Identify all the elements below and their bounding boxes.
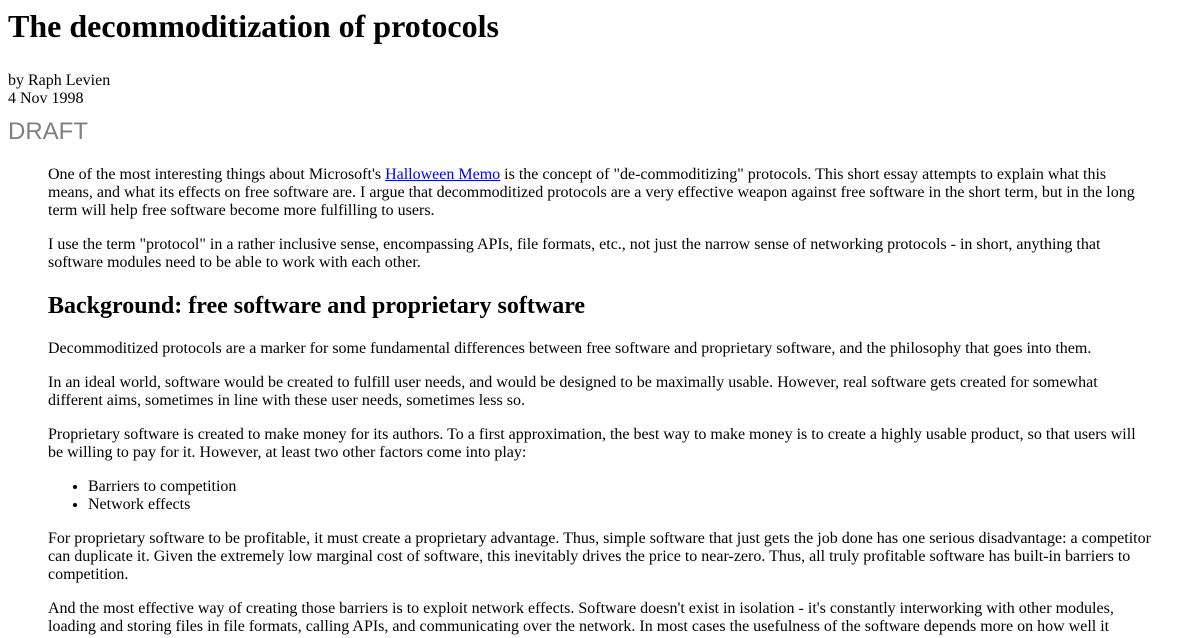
intro-paragraph-2: I use the term "protocol" in a rather inclusive sense, encompassing APIs, file formats, etc., not just the narrow sense of networking protocols - in short, anything that software modules need to be able to work with each other. — [48, 236, 1101, 271]
essay-body — [48, 166, 1152, 636]
byline — [8, 72, 1192, 108]
section-paragraph-1: Decommoditized protocols are a marker for some fundamental differences between free software and proprietary software, and the philosophy that goes into them. — [48, 340, 1092, 357]
intro-text-after-link: is the concept of "de-commoditizing" protocols. This short essay attempts to explain what this means, and what its effects on free software are. I argue that decommoditized protocols are a very effective weapon against free software in the short term, but in the long term will help free software become more fulfilling to users. — [48, 166, 1135, 219]
draft-label: DRAFT — [8, 118, 88, 145]
factors-list — [48, 478, 1152, 514]
intro-text-before-link: One of the most interesting things about Microsoft's — [48, 166, 386, 183]
section-heading: Background: free software and proprietary software — [48, 293, 586, 319]
list-item: • Barriers to competition — [88, 478, 1152, 496]
section-paragraph-3: Proprietary software is created to make money for its authors. To a first approximation, the best way to make money is to create a highly usable product, so that users will be willing to pay for it. However, at least two other factors come into play: — [48, 426, 1136, 461]
date-line: 4 Nov 1998 — [8, 90, 84, 107]
section-paragraph-5: And the most effective way of creating those barriers is to exploit network effects. Software doesn't exist in isolation - it's constantly interworking with other modules, loading and storing files in file formats, calling APIs, and communicating over the network. In most cases the usefulness of the software depends more on how well it — [48, 600, 1114, 635]
list-item: • Network effects — [88, 496, 1152, 514]
halloween-memo-link[interactable]: Halloween Memo — [385, 166, 501, 183]
document-page — [0, 8, 1200, 636]
section-paragraph-4: For proprietary software to be profitable, it must create a proprietary advantage. Thus, simple software that just gets the job done has one serious disadvantage: a competitor can duplicate it. Given the extremely low marginal cost of software, this inevitably drives the price to near-zero. Thus, all truly profitable software has built-in barriers to competition. — [48, 530, 1151, 583]
author-line: by Raph Levien — [8, 72, 111, 89]
section-paragraph-2: In an ideal world, software would be created to fulfill user needs, and would be designed to be maximally usable. However, real software gets created for somewhat different aims, sometimes in line with these user needs, sometimes less so. — [48, 374, 1098, 409]
page-title: The decommoditization of protocols — [8, 8, 499, 44]
intro-paragraph-1 — [48, 166, 1152, 220]
